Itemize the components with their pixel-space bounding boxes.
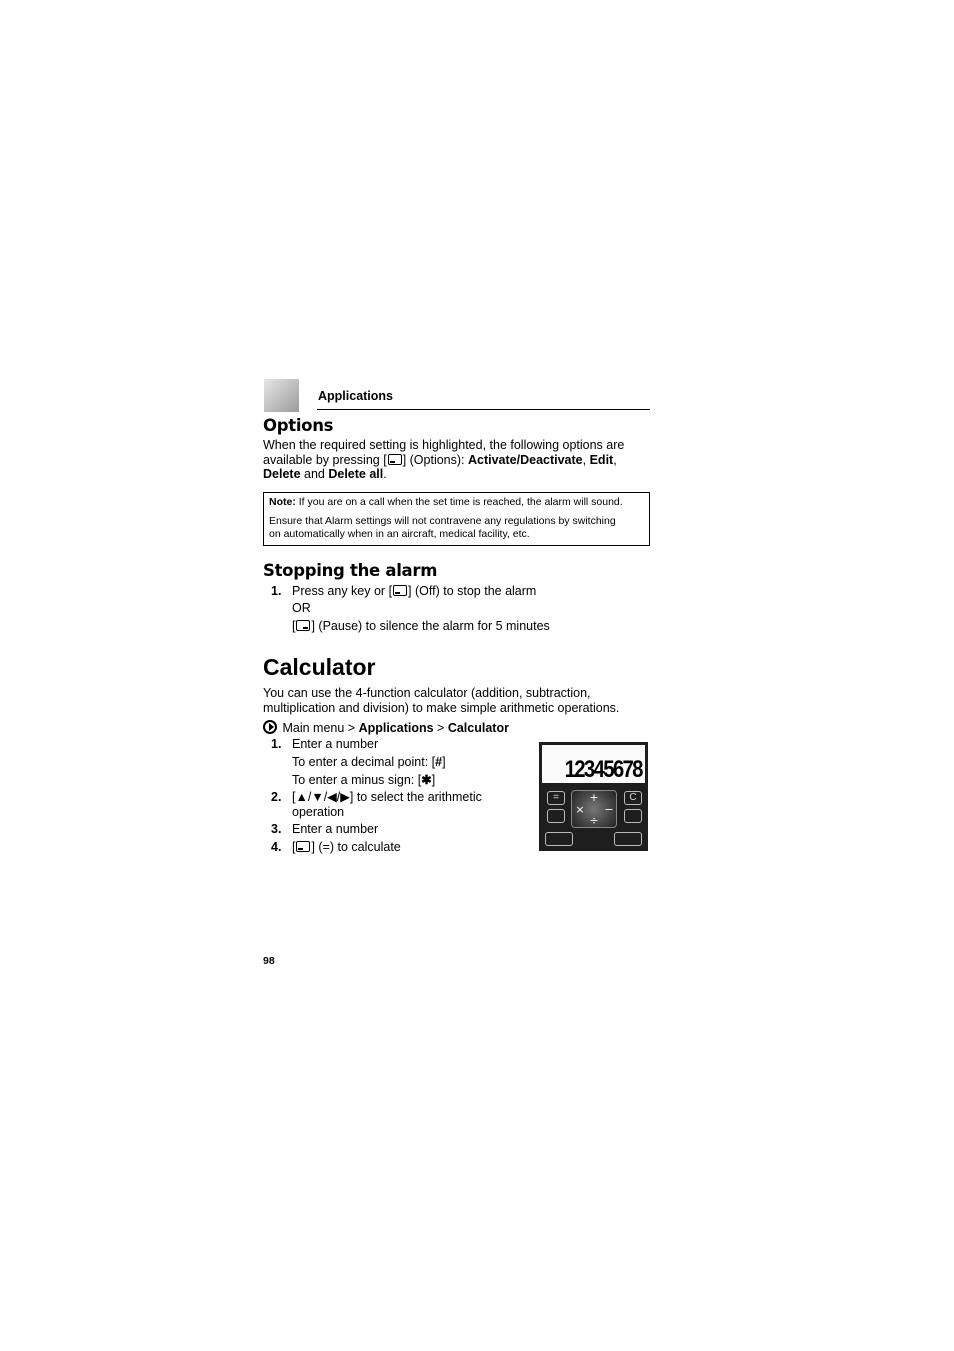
svg-text:÷: ÷ — [589, 814, 599, 827]
step-number: 4. — [271, 840, 282, 854]
note-box: Note: If you are on a call when the set time is reached, the alarm will sound. Ensure that Alarm settings will not contravene any regulations by switching on automatically when in an aircraft, medical facility, etc. — [263, 492, 650, 546]
stopping-pause: [ ] (Pause) to silence the alarm for 5 minutes — [292, 619, 550, 633]
operator-pad-icon — [571, 790, 617, 828]
left-key-icon — [547, 809, 565, 823]
arrow-right-circle-icon — [263, 720, 279, 734]
star-key-icon: ✱ — [421, 773, 432, 787]
calculator-heading: Calculator — [263, 654, 376, 680]
calc-step3: Enter a number — [292, 822, 379, 836]
softkey-left-icon — [296, 841, 310, 852]
svg-text:×: × — [575, 803, 585, 816]
step-number: 1. — [271, 584, 282, 598]
calculator-screenshot — [539, 742, 648, 851]
options-paragraph: When the required setting is highlighted, the following options are available by pressing [ ] (Options): Activate/Deactivate, Edit, Delete and Delete all. — [263, 438, 625, 481]
stopping-step1: Press any key or [ ] (Off) to stop the alarm — [292, 584, 537, 598]
calculator-intro: You can use the 4-function calculator (addition, subtraction, multiplication and division) to make simple arithmetic operations. — [263, 686, 620, 715]
clear-key-icon: C — [624, 791, 642, 805]
stopping-alarm-heading: Stopping the alarm — [263, 561, 438, 580]
calculator-display: 12345678 — [542, 745, 645, 783]
options-heading: Options — [263, 416, 334, 435]
navigation-arrows-icon: [▲/▼/◀/▶ — [292, 790, 350, 804]
softkey-left-icon — [388, 454, 402, 465]
star-minus-key-icon — [545, 832, 573, 846]
hash-key-icon: # — [435, 755, 443, 769]
right-key-icon — [624, 809, 642, 823]
softkey-left-icon — [393, 585, 407, 596]
calc-step2-cont: operation — [292, 805, 345, 819]
svg-text:−: − — [604, 803, 614, 816]
or-text: OR — [292, 601, 311, 615]
menu-path: Main menu > Applications > Calculator — [263, 720, 509, 736]
hash-decimal-key-icon — [614, 832, 642, 846]
equals-key-icon: = — [547, 791, 565, 805]
calc-step4: [ ] (=) to calculate — [292, 840, 401, 854]
step-number: 3. — [271, 822, 282, 836]
softkey-right-icon — [296, 620, 310, 631]
header-divider — [317, 409, 650, 410]
svg-text:+: + — [589, 791, 599, 804]
section-header-title: Applications — [318, 389, 394, 403]
minus-sign-hint: To enter a minus sign: [✱] — [292, 773, 436, 787]
calc-step1: Enter a number — [292, 737, 379, 751]
step-number: 2. — [271, 790, 282, 804]
step-number: 1. — [271, 737, 282, 751]
calc-step2: [▲/▼/◀/▶] to select the arithmetic — [292, 790, 482, 804]
applications-icon — [264, 379, 299, 412]
decimal-point-hint: To enter a decimal point: [#] — [292, 755, 446, 769]
page-number: 98 — [263, 955, 275, 967]
